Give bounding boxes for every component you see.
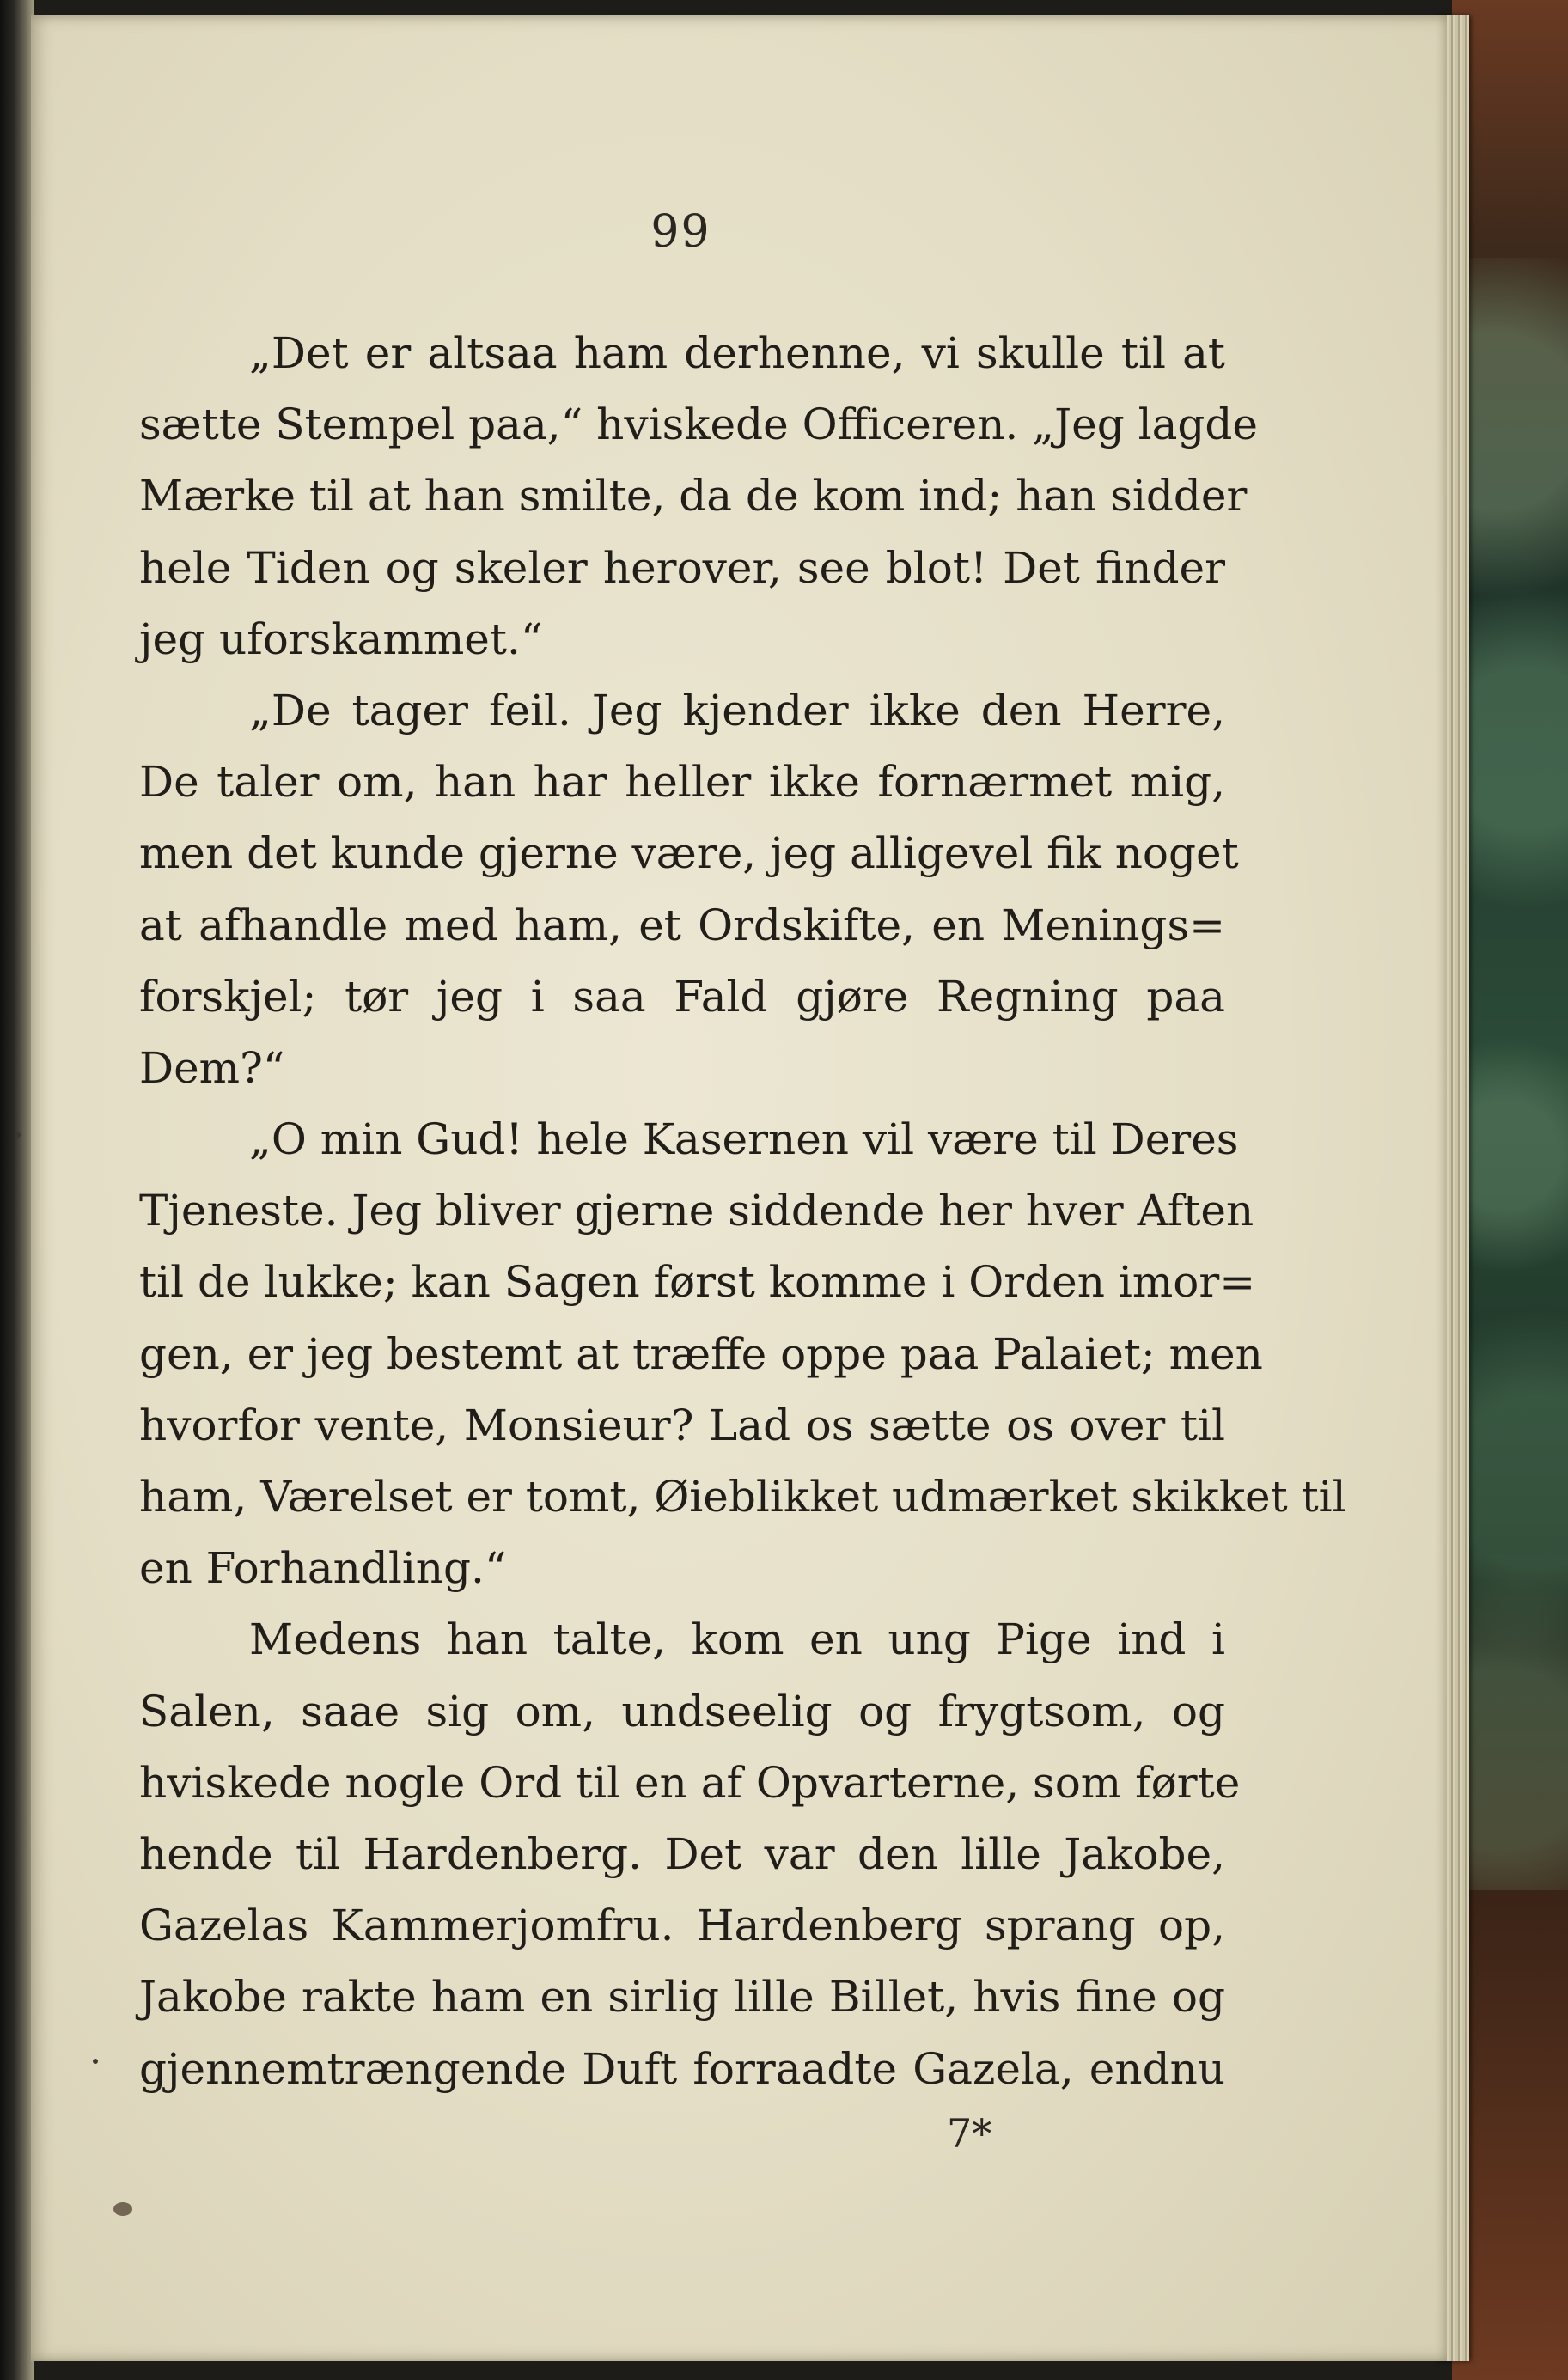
text-line: forskjel; tør jeg i saa Fald gjøre Regning paa	[139, 971, 1225, 1022]
text-line: Gazelas Kammerjomfru. Hardenberg sprang op,	[139, 1901, 1225, 1951]
text-line: gen, er jeg bestemt at træffe oppe paa Palaiet; men	[139, 1328, 1263, 1379]
text-line: „O min Gud! hele Kasernen vil være til Deres	[249, 1114, 1239, 1165]
text-line: „Det er altsaa ham derhenne, vi skulle til at	[249, 328, 1225, 378]
text-line: hvorfor vente, Monsieur? Lad os sætte os over til	[139, 1400, 1225, 1450]
text-line: hende til Hardenberg. Det var den lille Jakobe,	[139, 1828, 1225, 1879]
margin-dot	[93, 2059, 98, 2064]
text-line: sætte Stempel paa,“ hviskede Officeren. „Jeg lagde	[139, 400, 1259, 450]
text-line: til de lukke; kan Sagen først komme i Orden imor=	[139, 1257, 1256, 1308]
text-line: Salen, saae sig om, undseelig og frygtsom, og	[139, 1686, 1225, 1736]
margin-dot	[15, 1132, 21, 1138]
text-line: „De tager feil. Jeg kjender ikke den Herre,	[249, 685, 1225, 735]
book-page	[31, 15, 1447, 2361]
marbled-cover-pattern	[1465, 258, 1568, 1890]
page-text	[139, 318, 1346, 2105]
signature-mark: 7*	[947, 2110, 992, 2157]
text-line: at afhandle med ham, et Ordskifte, en Menings=	[139, 900, 1225, 950]
left-binding	[0, 0, 34, 2380]
text-line: Tjeneste. Jeg bliver gjerne siddende her hver Aften	[139, 1186, 1254, 1236]
text-line: Dem?“	[139, 1042, 285, 1093]
text-line: De taler om, han har heller ikke fornærmet mig,	[139, 757, 1225, 808]
text-line: men det kunde gjerne være, jeg alligevel fik noget	[139, 828, 1239, 879]
page-number: 99	[650, 206, 711, 258]
text-line: hviskede nogle Ord til en af Opvarterne, som førte	[139, 1757, 1241, 1808]
text-line: Medens han talte, kom en ung Pige ind i	[249, 1614, 1225, 1665]
text-line: ham, Værelset er tomt, Øieblikket udmærket skikket til	[139, 1472, 1346, 1522]
text-line: Mærke til at han smilte, da de kom ind; han sidder	[139, 471, 1248, 522]
text-line: hele Tiden og skeler herover, see blot! Det finder	[139, 542, 1225, 593]
text-line: gjennemtrængende Duft forraadte Gazela, endnu	[139, 2043, 1225, 2094]
text-line: Jakobe rakte ham en sirlig lille Billet, hvis fine og	[139, 1972, 1225, 2023]
text-line: jeg uforskammet.“	[139, 613, 543, 664]
text-line: en Forhandling.“	[139, 1543, 507, 1594]
ink-stain	[113, 2202, 132, 2216]
